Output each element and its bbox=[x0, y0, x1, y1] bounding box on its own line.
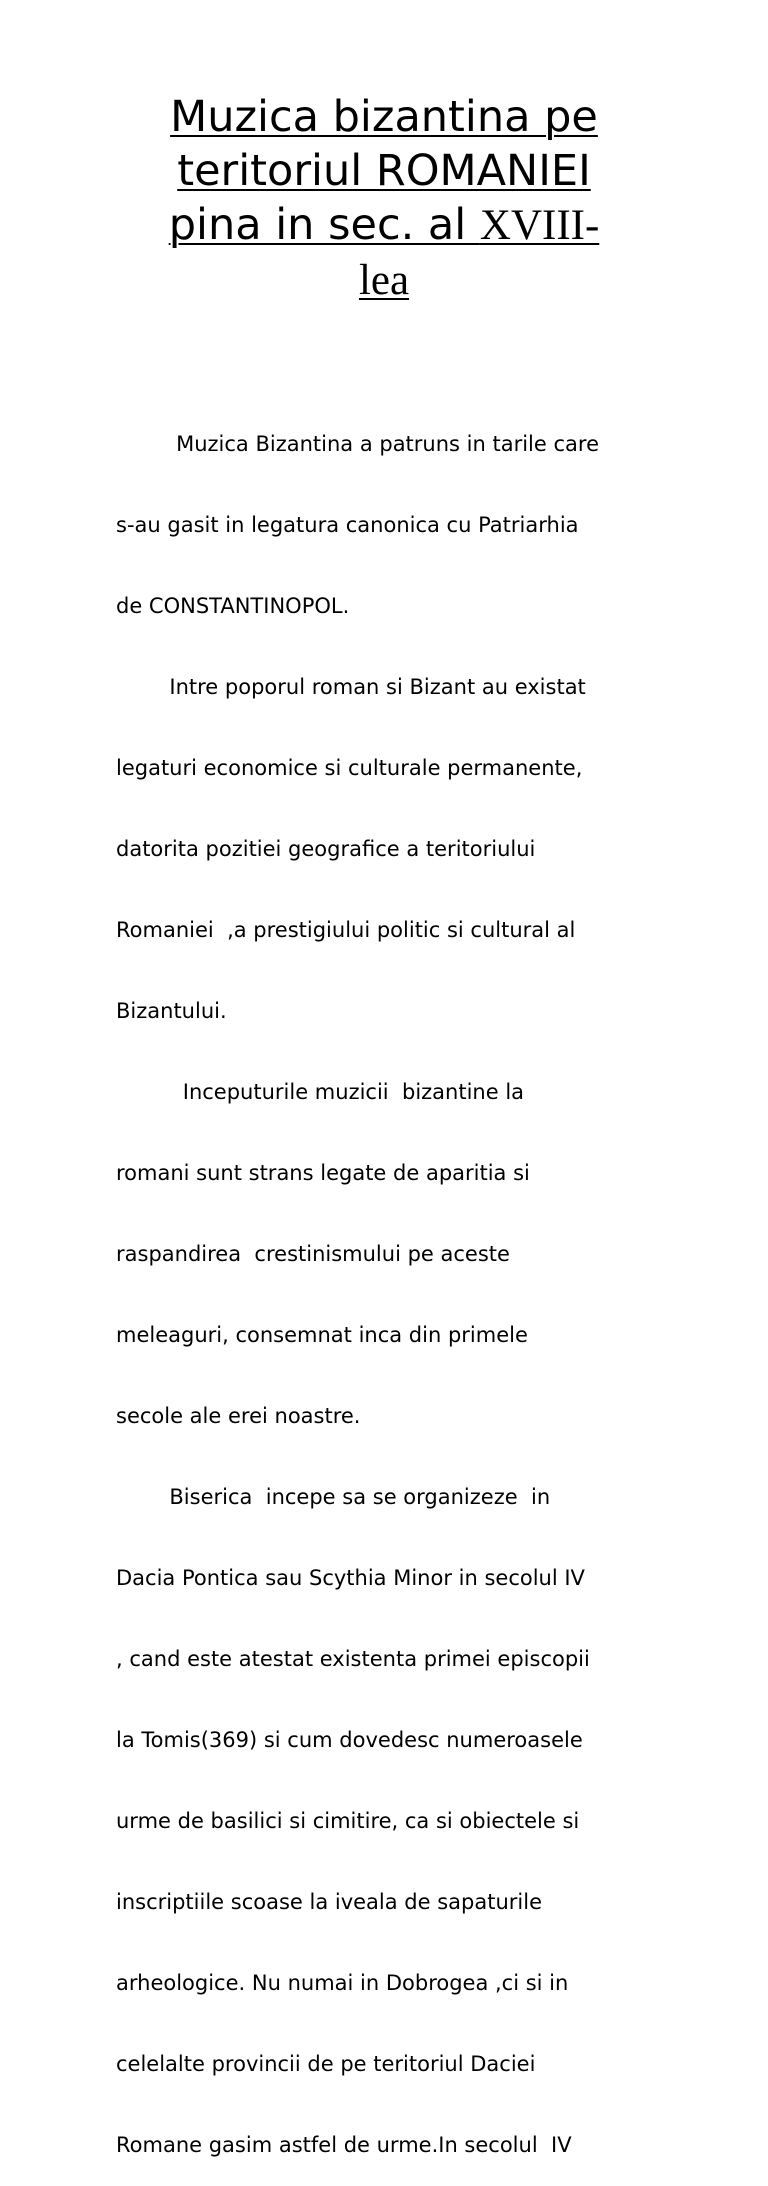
text-line: de CONSTANTINOPOL. bbox=[116, 594, 350, 618]
document-title bbox=[0, 90, 768, 308]
text-line: urme de basilici si cimitire, ca si obiectele si bbox=[116, 1809, 580, 1833]
text-line: legaturi economice si culturale permanente, bbox=[116, 756, 583, 780]
text-line: Intre poporul roman si Bizant au existat bbox=[116, 675, 586, 699]
text-line: Romaniei ,a prestigiului politic si cultural al bbox=[116, 918, 576, 942]
text-line: secole ale erei noastre. bbox=[116, 1404, 361, 1428]
text-line: inscriptiile scoase la iveala de sapaturile bbox=[116, 1890, 543, 1914]
text-line: arheologice. Nu numai in Dobrogea ,ci si in bbox=[116, 1971, 569, 1995]
title-line-2: teritoriul ROMANIEI bbox=[177, 146, 591, 196]
text-line: Bizantului. bbox=[116, 999, 227, 1023]
text-line: raspandirea crestinismului pe aceste bbox=[116, 1242, 510, 1266]
title-line-4: lea bbox=[358, 257, 410, 304]
text-line: meleaguri, consemnat inca din primele bbox=[116, 1323, 528, 1347]
title-line-1: Muzica bizantina pe bbox=[170, 92, 598, 142]
text-line: romani sunt strans legate de aparitia si bbox=[116, 1161, 530, 1185]
text-line: Muzica Bizantina a patruns in tarile care bbox=[116, 432, 599, 456]
text-line: datorita pozitiei geografice a teritoriului bbox=[116, 837, 536, 861]
title-line-3: pina in sec. al XVIII- bbox=[168, 200, 600, 250]
text-line: la Tomis(369) si cum dovedesc numeroasele bbox=[116, 1728, 583, 1752]
text-line: Dacia Pontica sau Scythia Minor in secolul IV bbox=[116, 1566, 585, 1590]
body-text bbox=[116, 377, 661, 2186]
text-line: Romane gasim astfel de urme.In secolul IV bbox=[116, 2133, 572, 2157]
text-line: , cand este atestat existenta primei episcopii bbox=[116, 1647, 590, 1671]
text-line: s-au gasit in legatura canonica cu Patriarhia bbox=[116, 513, 579, 537]
text-line: Inceputurile muzicii bizantine la bbox=[116, 1080, 525, 1104]
text-line: Biserica incepe sa se organizeze in bbox=[116, 1485, 551, 1509]
text-line: celelalte provincii de pe teritoriul Daciei bbox=[116, 2052, 536, 2076]
